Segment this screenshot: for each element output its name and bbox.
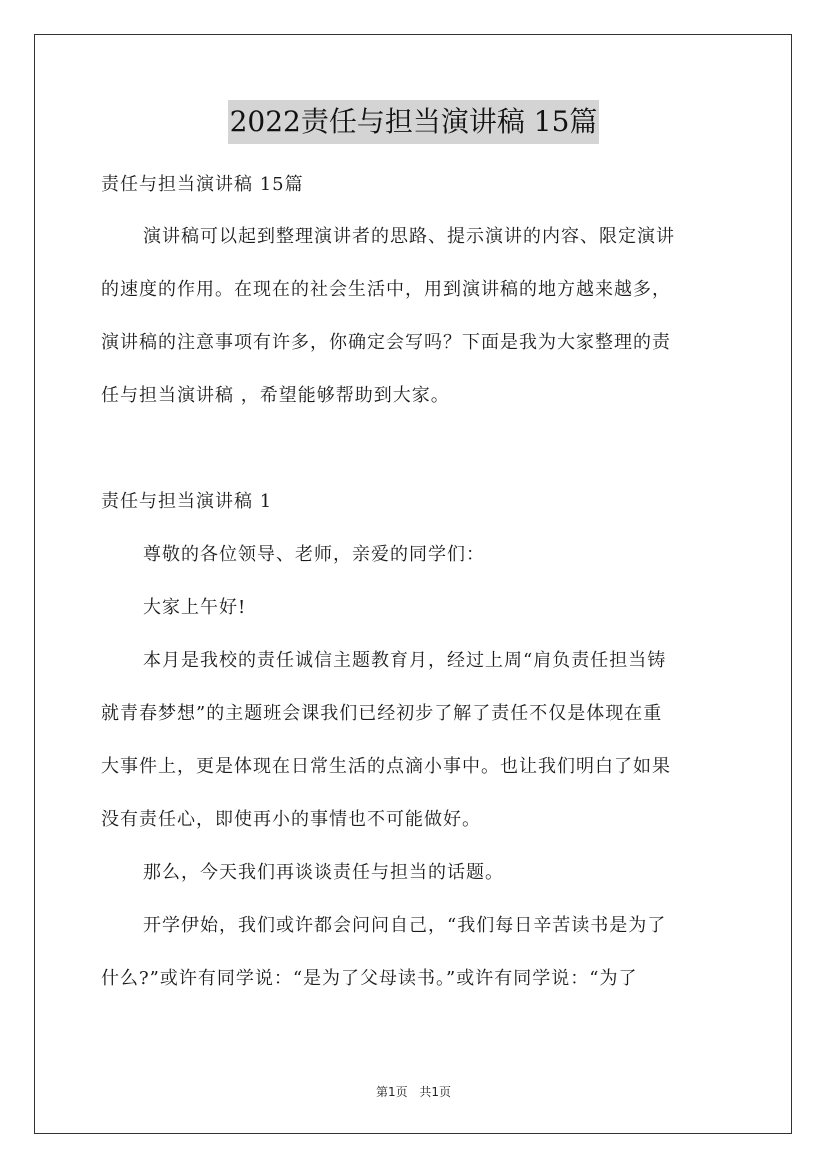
page-number: 第1页 (375, 1085, 408, 1099)
paragraph-line: 没有责任心，即使再小的事情也不可能做好。 (101, 809, 481, 830)
page-footer (0, 1083, 827, 1100)
intro-line: 任与担当演讲稿 ，希望能够帮助到大家。 (101, 385, 450, 406)
paragraph-line: 什么?”或许有同学说：“是为了父母读书。”或许有同学说：“为了 (101, 968, 638, 989)
document-body (101, 170, 729, 1017)
body-paragraph-1 (101, 646, 729, 835)
page-total: 共1页 (419, 1085, 452, 1099)
intro-line: 演讲稿的注意事项有许多，你确定会写吗？下面是我为大家整理的责 (101, 332, 671, 353)
intro-paragraph (101, 222, 729, 411)
section-heading: 责任与担当演讲稿 1 (101, 491, 273, 512)
paragraph-line: 开学伊始，我们或许都会问问自己，“我们每日辛苦读书是为了 (143, 915, 667, 936)
body-paragraph-3 (101, 911, 729, 994)
title-area (0, 100, 827, 144)
paragraph-line: 就青春梦想”的主题班会课我们已经初步了解了责任不仅是体现在重 (101, 703, 663, 724)
document-subtitle: 责任与担当演讲稿 15篇 (101, 174, 304, 195)
body-paragraph-2: 那么，今天我们再谈谈责任与担当的话题。 (143, 862, 504, 883)
greeting-line: 尊敬的各位领导、老师，亲爱的同学们： (143, 544, 485, 565)
paragraph-line: 大事件上，更是体现在日常生活的点滴小事中。也让我们明白了如果 (101, 756, 671, 777)
paragraph-line: 本月是我校的责任诚信主题教育月，经过上周“肩负责任担当铸 (143, 650, 667, 671)
intro-line: 演讲稿可以起到整理演讲者的思路、提示演讲的内容、限定演讲 (143, 226, 675, 247)
document-title: 2022责任与担当演讲稿 15篇 (228, 100, 600, 144)
salutation-line: 大家上午好! (143, 597, 247, 618)
section-spacer (101, 434, 729, 487)
intro-line: 的速度的作用。在现在的社会生活中，用到演讲稿的地方越来越多， (101, 279, 671, 300)
